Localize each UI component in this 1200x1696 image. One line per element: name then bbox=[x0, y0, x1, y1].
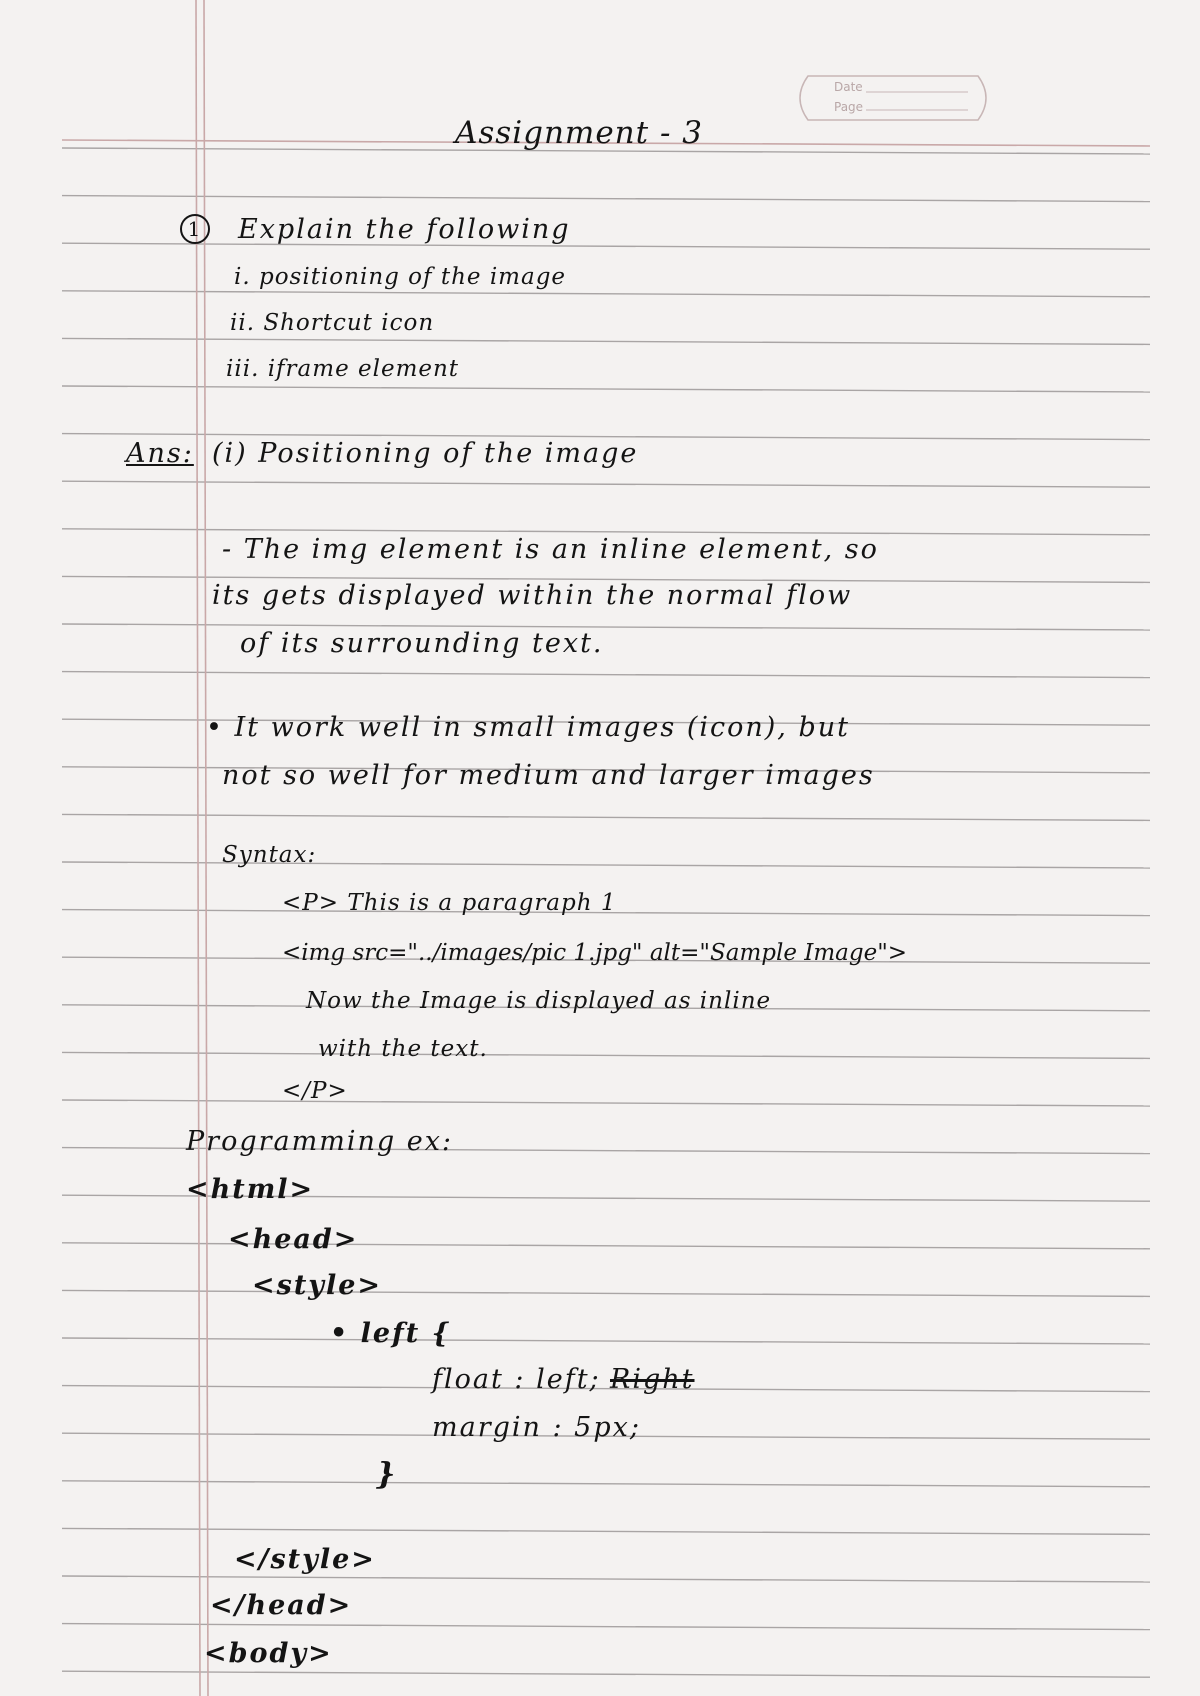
ruled-line bbox=[62, 291, 1150, 297]
ruled-line bbox=[62, 1481, 1150, 1487]
ruled-line bbox=[62, 1290, 1150, 1296]
question-item: ii. Shortcut icon bbox=[230, 310, 435, 336]
paragraph-line: of its surrounding text. bbox=[240, 628, 604, 659]
ruled-line bbox=[62, 243, 1150, 249]
answer-label: Ans: bbox=[126, 438, 194, 469]
struck-word: Right bbox=[610, 1364, 695, 1395]
syntax-line: <img src="../images/pic 1.jpg" alt="Sample Image"> bbox=[282, 940, 908, 966]
ruled-line bbox=[62, 1576, 1150, 1582]
syntax-label: Syntax: bbox=[222, 842, 317, 868]
code-line: <style> bbox=[252, 1270, 383, 1301]
ruled-line bbox=[62, 624, 1150, 630]
date-label: Date bbox=[834, 80, 863, 94]
date-page-stamp bbox=[788, 66, 998, 130]
question-item: iii. iframe element bbox=[226, 356, 460, 382]
answer-heading: (i) Positioning of the image bbox=[212, 438, 639, 469]
paragraph-line: • It work well in small images (icon), but bbox=[206, 712, 850, 743]
syntax-line: Now the Image is displayed as inline bbox=[306, 988, 772, 1014]
code-line: • left { bbox=[330, 1318, 451, 1349]
paragraph-line: not so well for medium and larger images bbox=[222, 760, 875, 791]
ruled-line bbox=[62, 814, 1150, 820]
ruled-line bbox=[62, 1243, 1150, 1249]
programming-label: Programming ex: bbox=[186, 1126, 454, 1157]
ruled-line bbox=[62, 196, 1150, 202]
ruled-line bbox=[62, 338, 1150, 344]
ruled-line bbox=[62, 1052, 1150, 1058]
paragraph-line: - The img element is an inline element, so bbox=[222, 534, 879, 565]
margin-rule bbox=[196, 0, 200, 1696]
ruled-line bbox=[62, 1671, 1150, 1677]
ruled-line bbox=[62, 481, 1150, 487]
syntax-line: <P> This is a paragraph 1 bbox=[282, 890, 617, 916]
question-number-circle: 1 bbox=[180, 214, 210, 244]
code-line: float : left; bbox=[432, 1364, 601, 1395]
page-label: Page bbox=[834, 100, 864, 114]
ruled-line bbox=[62, 1528, 1150, 1534]
page-title: Assignment - 3 bbox=[455, 115, 703, 151]
question-item: i. positioning of the image bbox=[234, 264, 567, 290]
syntax-line: </P> bbox=[282, 1078, 348, 1104]
code-line: } bbox=[376, 1457, 398, 1492]
paragraph-line: its gets displayed within the normal flow bbox=[212, 580, 853, 611]
code-line: <body> bbox=[204, 1638, 333, 1669]
ruled-line bbox=[62, 386, 1150, 392]
ruled-line bbox=[62, 1338, 1150, 1344]
syntax-line: with the text. bbox=[318, 1036, 488, 1062]
code-line: </head> bbox=[210, 1590, 353, 1621]
code-line: <html> bbox=[186, 1174, 315, 1205]
ruled-line bbox=[62, 1100, 1150, 1106]
ruled-line bbox=[62, 672, 1150, 678]
question-number bbox=[180, 214, 210, 244]
code-line: margin : 5px; bbox=[432, 1412, 641, 1443]
ruled-line bbox=[62, 1386, 1150, 1392]
code-line: <head> bbox=[228, 1224, 359, 1255]
ruled-line bbox=[62, 1624, 1150, 1630]
margin-rule bbox=[204, 0, 208, 1696]
code-line: </style> bbox=[234, 1544, 376, 1575]
question-text: Explain the following bbox=[238, 214, 571, 245]
